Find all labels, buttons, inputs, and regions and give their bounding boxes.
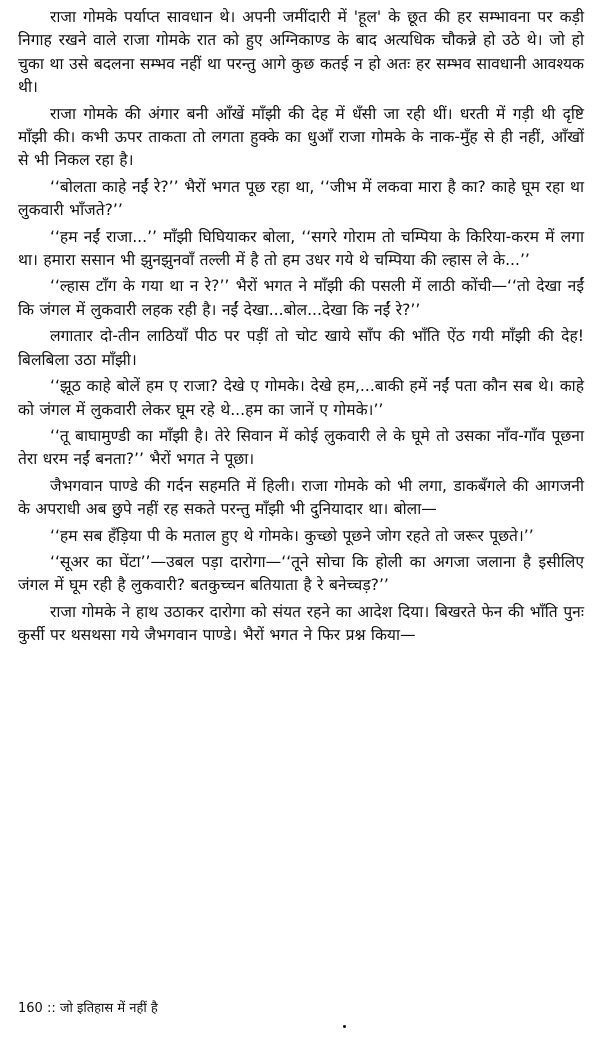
ink-speck xyxy=(343,1025,346,1028)
paragraph: ‘‘तू बाघामुण्डी का माँझी है। तेरे सिवान में कोई लुकवारी ले के घूमे तो उसका नाँव-गाँव पूछना तेरा धरम नईं बनता?’’ भैरों भगत ने पूछा। xyxy=(18,426,584,469)
paragraph: राजा गोमके पर्याप्त सावधान थे। अपनी जमींदारी में 'हूल' के छूत की हर सम्भावना पर कड़ी निगाह रखने वाले राजा गोमके रात को हुए अग्निकाण्ड के बाद अत्यधिक चौकन्ने हो उठे थे। जो हो चुका था उसे बदलना सम्भव नहीं था परन्तु आगे कुछ कतई न हो अतः हर सम्भव सावधानी आवश्यक थी। xyxy=(18,8,584,97)
paragraph: ‘‘ल्हास टाँग के गया था न रे?’’ भैरों भगत ने माँझी की पसली में लाठी कोंची—‘‘तो देखा नईं कि जंगल में लुकवारी लहक रही है। नईं देखा...बोल...देखा कि नईं रे?’’ xyxy=(18,277,584,319)
paragraph: राजा गोमके ने हाथ उठाकर दारोगा को संयत रहने का आदेश दिया। बिखरते फेन की भाँति पुनः कुर्सी पर थसथसा गये जैभगवान पाण्डे। भैरों भगत ने फिर प्रश्न किया— xyxy=(18,602,584,645)
page-footer: 160 :: जो इतिहास में नहीं है xyxy=(18,1001,158,1016)
paragraph: ‘‘सूअर का घेंटा’’—उबल पड़ा दारोगा—‘‘तूने सोचा कि होली का अगजा जलाना है इसीलिए जंगल में घूम रही है लुकवारी? बतकुच्चन बतियाता है रे बनेच्चड़?’’ xyxy=(18,552,584,595)
paragraph: ‘‘हम नईं राजा...’’ माँझी घिघियाकर बोला, ‘‘सगरे गोराम तो चम्पिया के किरिया-करम में लगा था। हमारा ससान भी झुनझुनवाँ तल्ली में है तो हम उधर गये थे चम्पिया की ल्हास ले के...’’ xyxy=(18,227,584,270)
paragraph: ‘‘हम सब हँड़िया पी के मताल हुए थे गोमके। कुच्छो पूछने जोग रहते तो जरूर पूछते।’’ xyxy=(50,526,534,545)
paragraph: जैभगवान पाण्डे की गर्दन सहमति में हिली। राजा गोमके को भी लगा, डाकबँगले की आगजनी के अपराधी अब छुपे नहीं रह सकते परन्तु माँझी भी दुनियादार था। बोला— xyxy=(18,476,584,519)
paragraph: लगातार दो-तीन लाठियाँ पीठ पर पड़ीं तो चोट खाये साँप की भाँति ऐंठ गयी माँझी की देह! बिलबिला उठा माँझी। xyxy=(18,327,584,369)
paragraph: ‘‘बोलता काहे नईं रे?’’ भैरों भगत पूछ रहा था, ‘‘जीभ में लकवा मारा है का? काहे घूम रहा था लुकवारी भाँजते?’’ xyxy=(18,177,584,220)
paragraph: ‘‘झूठ काहे बोलें हम ए राजा? देखे ए गोमके। देखे हम,...बाकी हमें नईं पता कौन सब थे। काहे को जंगल में लुकवारी लेकर घूम रहे थे...हम का जानें ए गोमके।’’ xyxy=(18,377,584,419)
body-text xyxy=(18,6,584,651)
paragraph: राजा गोमके की अंगार बनी आँखें माँझी की देह में धँसी जा रही थीं। धरती में गड़ी थी दृष्टि माँझी की। कभी ऊपर ताकता तो लगता हुक्के का धुआँ राजा गोमके के नाक-मुँह से ही नहीं, आँखों से भी निकल रहा है। xyxy=(18,104,584,170)
